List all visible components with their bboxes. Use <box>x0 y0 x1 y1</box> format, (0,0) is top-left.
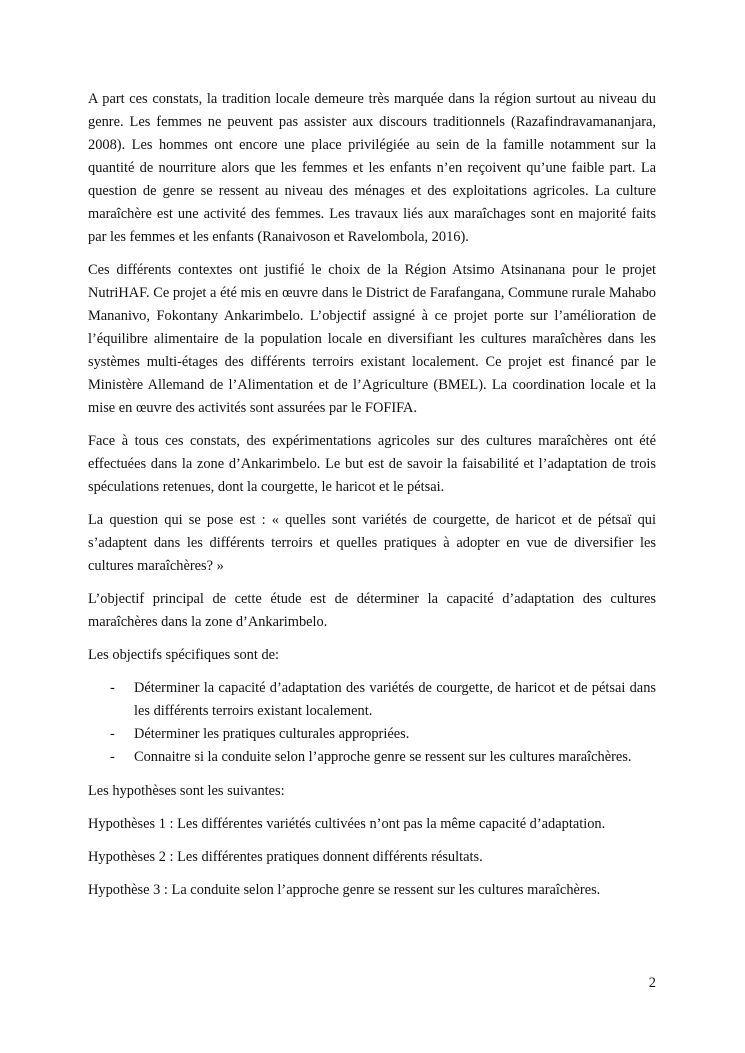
paragraph-objectifs-specifiques-intro: Les objectifs spécifiques sont de: <box>88 647 280 663</box>
document-page <box>88 88 656 912</box>
list-item <box>88 677 656 723</box>
paragraph-hypothese-2: Hypothèses 2 : Les différentes pratiques donnent différents résultats. <box>88 849 483 865</box>
paragraph-objectif-principal: L’objectif principal de cette étude est de déterminer la capacité d’adaptation des cultures maraîchères dans la zone d’Ankarimbelo. <box>88 591 656 630</box>
specific-objectives-list <box>88 677 656 769</box>
page-number: 2 <box>648 975 656 991</box>
paragraph-projet-nutrihaf: Ces différents contextes ont justifié le choix de la Région Atsimo Atsinanana pour le projet NutriHAF. Ce projet a été mis en œuvre dans le District de Farafangana, Commune rurale Mahabo Mananivo, Fokontany Ankarimbelo. L’objectif assigné à ce projet porte sur l’amélioration de l’équilibre alimentaire de la population locale en diversifiant les cultures maraîchères dans les systèmes multi-étages des différents terroirs existant localement. Ce projet est financé par le Ministère Allemand de l’Alimentation et de l’Agriculture (BMEL). La coordination locale et la mise en œuvre des activités sont assurées par le FOFIFA. <box>88 262 656 416</box>
paragraph-hypothese-1: Hypothèses 1 : Les différentes variétés cultivées n’ont pas la même capacité d’adaptation. <box>88 816 606 832</box>
paragraph-tradition-locale: A part ces constats, la tradition locale demeure très marquée dans la région surtout au niveau du genre. Les femmes ne peuvent pas assister aux discours traditionnels (Razafindravamananjara, 2008). Les hommes ont encore une place privilégiée au sein de la famille notamment sur la quantité de nourriture alors que les femmes et les enfants n’en reçoivent qu’une faible part. La question de genre se ressent au niveau des ménages et des exploitations agricoles. La culture maraîchère est une activité des femmes. Les travaux liés aux maraîchages sont en majorité faits par les femmes et les enfants (Ranaivoson et Ravelombola, 2016). <box>88 91 656 245</box>
list-item <box>88 723 656 746</box>
list-bullet-marker: - <box>110 749 115 765</box>
paragraph-hypotheses-intro: Les hypothèses sont les suivantes: <box>88 783 285 799</box>
list-item-text: Déterminer la capacité d’adaptation des variétés de courgette, de haricot et de pétsai dans les différents terroirs existant localement. <box>134 680 656 719</box>
paragraph-question-recherche: La question qui se pose est : « quelles sont variétés de courgette, de haricot et de pétsaï qui s’adaptent dans les différents terroirs et quelles pratiques à adopter en vue de diversifier les cultures maraîchères? » <box>88 512 656 574</box>
list-bullet-marker: - <box>110 680 115 696</box>
paragraph-experimentations: Face à tous ces constats, des expérimentations agricoles sur des cultures maraîchères ont été effectuées dans la zone d’Ankarimbelo. Le but est de savoir la faisabilité et l’adaptation de trois spéculations retenues, dont la courgette, le haricot et le pétsai. <box>88 433 656 495</box>
list-item-text: Déterminer les pratiques culturales appropriées. <box>134 726 410 742</box>
list-item <box>88 746 656 769</box>
paragraph-hypothese-3: Hypothèse 3 : La conduite selon l’approche genre se ressent sur les cultures maraîchères. <box>88 882 601 898</box>
list-bullet-marker: - <box>110 726 115 742</box>
list-item-text: Connaitre si la conduite selon l’approche genre se ressent sur les cultures maraîchères. <box>134 749 632 765</box>
